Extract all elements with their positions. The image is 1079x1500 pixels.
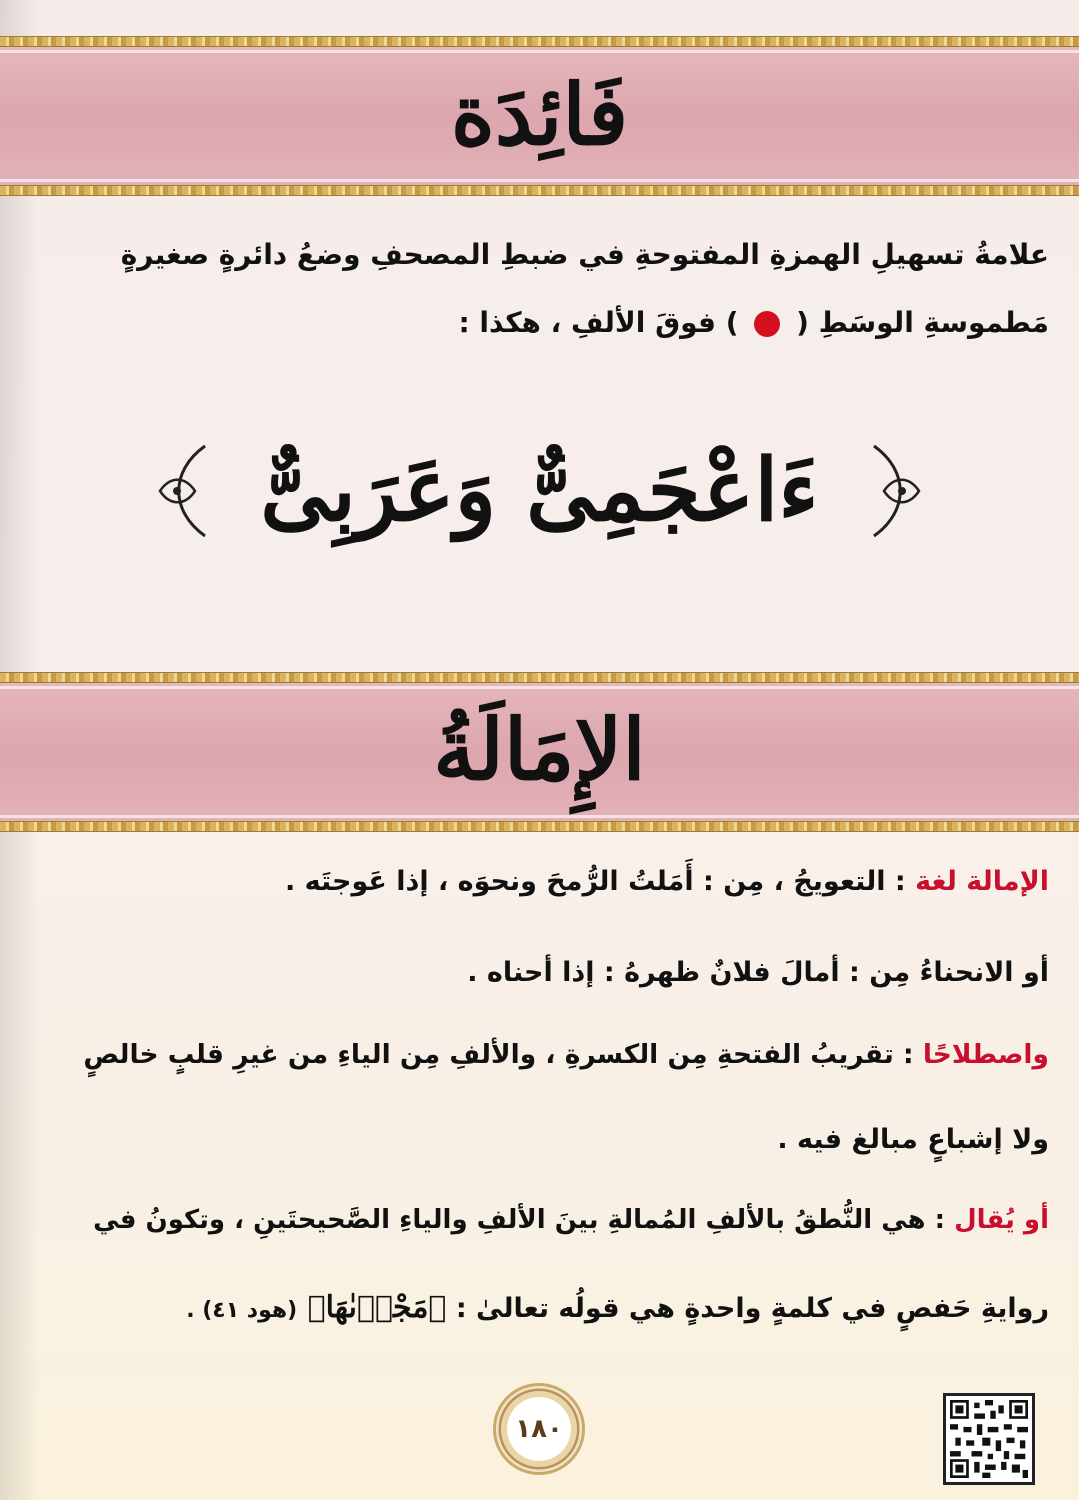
qr-code-icon[interactable] xyxy=(943,1393,1035,1485)
section-title-imala: الإِمَالَةُ xyxy=(433,700,646,799)
imala-hafs-example xyxy=(20,1290,1049,1326)
section-title-faida: فَائِدَة xyxy=(450,65,629,164)
banner-inner-line xyxy=(0,686,1079,689)
term-label-lughah: الإمالة لغة xyxy=(915,866,1049,897)
ornament-bracket-left-icon xyxy=(155,441,215,541)
text-istilah: : تقريبُ الفتحةِ مِن الكسرةِ ، والألفِ مِن الياءِ من غيرِ قلبٍ خالصٍ xyxy=(83,1039,914,1070)
term-label-yuqal: أو يُقال xyxy=(954,1205,1049,1235)
imala-istilah-continued: ولا إشباعٍ مبالغ فيه . xyxy=(777,1124,1049,1155)
faida-line-2 xyxy=(20,306,1049,340)
faida-line-2-end: ) فوقَ الألفِ ، هكذا : xyxy=(458,306,739,339)
ornament-bracket-right-icon xyxy=(864,441,924,541)
banner-inner-line xyxy=(0,815,1079,818)
page-number: ١٨٠ xyxy=(515,1414,563,1444)
imala-definition-inhina: أو الانحناءُ مِن : أمالَ فلانٌ ظهرهُ : إذا أحناه . xyxy=(467,957,1049,988)
term-label-istilah: واصطلاحًا xyxy=(922,1039,1049,1070)
red-circle-marker-icon xyxy=(754,311,780,337)
verse-reference: (هود ٤١) . xyxy=(186,1298,298,1323)
quran-word-majraha xyxy=(297,1290,446,1325)
text-hafs: روايةِ حَفصٍ في كلمةٍ واحدةٍ هي قولُه تعالىٰ : xyxy=(455,1293,1049,1324)
faida-line-2-start: مَطموسةِ الوسَطِ ( xyxy=(796,306,1049,339)
example-verse xyxy=(0,440,1079,560)
imala-definition-lughah xyxy=(20,866,1049,898)
imala-definition-yuqal xyxy=(20,1205,1049,1236)
banner-inner-line xyxy=(0,179,1079,182)
faida-line-1: علامةُ تسهيلِ الهمزةِ المفتوحةِ في ضبطِ المصحفِ وضعُ دائرةٍ صغيرةٍ xyxy=(120,238,1049,271)
imala-definition-istilah xyxy=(20,1039,1049,1071)
verse-text: ءَاعْجَمِىٌّ وَعَرَبِىٌّ xyxy=(260,440,819,541)
page-number-badge xyxy=(496,1386,582,1472)
quran-word-text: ﴿مَجْرٜىٰهَا﴾ xyxy=(307,1290,447,1325)
text-yuqal: : هي النُّطقُ بالألفِ المُمالةِ بينَ الألفِ والياءِ الصَّحيحتَينِ ، وتكونُ في xyxy=(93,1205,945,1235)
text-lughah: : التعويجُ ، مِن : أَمَلتُ الرُّمحَ ونحوَه ، إذا عَوجتَه . xyxy=(284,866,906,897)
banner-inner-line xyxy=(0,50,1079,53)
